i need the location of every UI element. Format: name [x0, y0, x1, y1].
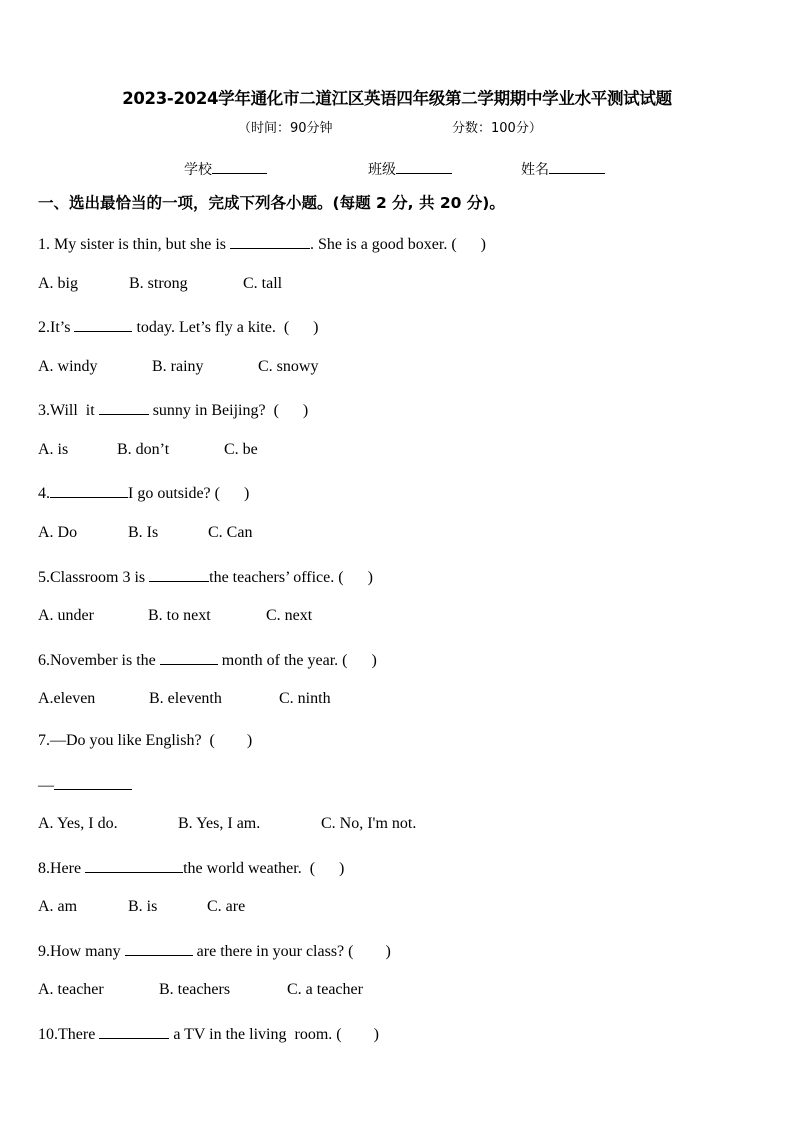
score-info: 分数：100分）: [452, 121, 542, 136]
name-label: 姓名: [521, 162, 549, 178]
option-c[interactable]: C. be: [224, 441, 258, 458]
option-a[interactable]: A. Yes, I do.: [38, 815, 118, 832]
option-c[interactable]: C. ninth: [279, 690, 331, 707]
option-b[interactable]: B. eleventh: [149, 690, 222, 707]
question-text: a TV in the living room. ( ): [169, 1026, 379, 1043]
question-text: the world weather. ( ): [183, 860, 345, 877]
answer-blank[interactable]: [99, 1023, 169, 1039]
option-c[interactable]: C. tall: [243, 275, 283, 292]
question-text: sunny in Beijing? ( ): [148, 402, 309, 419]
option-c[interactable]: C. are: [207, 898, 246, 915]
question-text: 2.It’s: [38, 319, 75, 336]
answer-blank[interactable]: [85, 857, 183, 873]
answer-blank[interactable]: [160, 649, 218, 665]
answer-blank[interactable]: [99, 399, 149, 415]
question-text: . She is a good boxer. ( ): [310, 236, 486, 253]
school-label: 学校: [184, 162, 212, 178]
question-text: 4.: [38, 485, 50, 502]
class-label: 班级: [368, 162, 396, 178]
option-a[interactable]: A. is: [38, 441, 69, 458]
question-text: today. Let’s fly a kite. ( ): [132, 319, 319, 336]
answer-blank[interactable]: [74, 316, 132, 332]
option-a[interactable]: A. under: [38, 607, 94, 624]
question-text: 3.Will it: [38, 402, 99, 419]
school-field: [184, 159, 267, 179]
question-9: [38, 940, 391, 961]
question-7: 7.—Do you like English? ( ): [38, 732, 253, 749]
answer-blank[interactable]: [125, 940, 193, 956]
question-4: [38, 482, 249, 503]
time-info: （时间：90分钟: [238, 121, 333, 136]
school-blank[interactable]: [212, 159, 267, 174]
option-b[interactable]: B. to next: [148, 607, 211, 624]
answer-blank[interactable]: [54, 774, 132, 790]
option-a[interactable]: A.eleven: [38, 690, 96, 707]
option-a[interactable]: A. big: [38, 275, 78, 292]
class-blank[interactable]: [396, 159, 452, 174]
question-text: 6.November is the: [38, 652, 160, 669]
question-6: [38, 649, 377, 670]
option-c[interactable]: C. a teacher: [287, 981, 363, 998]
option-b[interactable]: B. teachers: [159, 981, 231, 998]
question-10: [38, 1023, 379, 1044]
question-1: [38, 233, 486, 254]
option-b[interactable]: B. Yes, I am.: [178, 815, 261, 832]
option-a[interactable]: A. teacher: [38, 981, 104, 998]
question-text: 10.There: [38, 1026, 100, 1043]
question-8: [38, 857, 344, 878]
option-c[interactable]: C. No, I'm not.: [321, 815, 417, 832]
question-text: month of the year. ( ): [217, 652, 377, 669]
option-c[interactable]: C. snowy: [258, 358, 319, 375]
question-text: are there in your class? ( ): [192, 943, 391, 960]
option-a[interactable]: A. am: [38, 898, 78, 915]
question-5: [38, 566, 373, 587]
option-c[interactable]: C. Can: [208, 524, 253, 541]
page-title: 2023-2024学年通化市二道江区英语四年级第二学期期中学业水平测试试题: [122, 89, 672, 108]
question-text: 5.Classroom 3 is: [38, 569, 150, 586]
class-field: [368, 159, 452, 179]
question-7-answer-line: [38, 774, 132, 795]
question-3: [38, 399, 308, 420]
question-text: the teachers’ office. ( ): [209, 569, 373, 586]
name-blank[interactable]: [549, 159, 605, 174]
option-b[interactable]: B. strong: [129, 275, 188, 292]
option-b[interactable]: B. Is: [128, 524, 159, 541]
question-text: 8.Here: [38, 860, 86, 877]
answer-blank[interactable]: [149, 566, 209, 582]
question-text: 1. My sister is thin, but she is: [38, 236, 231, 253]
option-b[interactable]: B. don’t: [117, 441, 170, 458]
answer-blank[interactable]: [230, 233, 310, 249]
answer-blank[interactable]: [50, 482, 128, 498]
option-a[interactable]: A. windy: [38, 358, 98, 375]
question-text: 9.How many: [38, 943, 125, 960]
question-2: [38, 316, 318, 337]
section-heading: 一、选出最恰当的一项，完成下列各小题。(每题 2 分, 共 20 分)。: [38, 194, 505, 212]
option-a[interactable]: A. Do: [38, 524, 78, 541]
name-field: [521, 159, 605, 179]
option-c[interactable]: C. next: [266, 607, 313, 624]
dash-prefix: —: [38, 777, 54, 794]
option-b[interactable]: B. is: [128, 898, 158, 915]
question-text: I go outside? ( ): [128, 485, 250, 502]
option-b[interactable]: B. rainy: [152, 358, 204, 375]
